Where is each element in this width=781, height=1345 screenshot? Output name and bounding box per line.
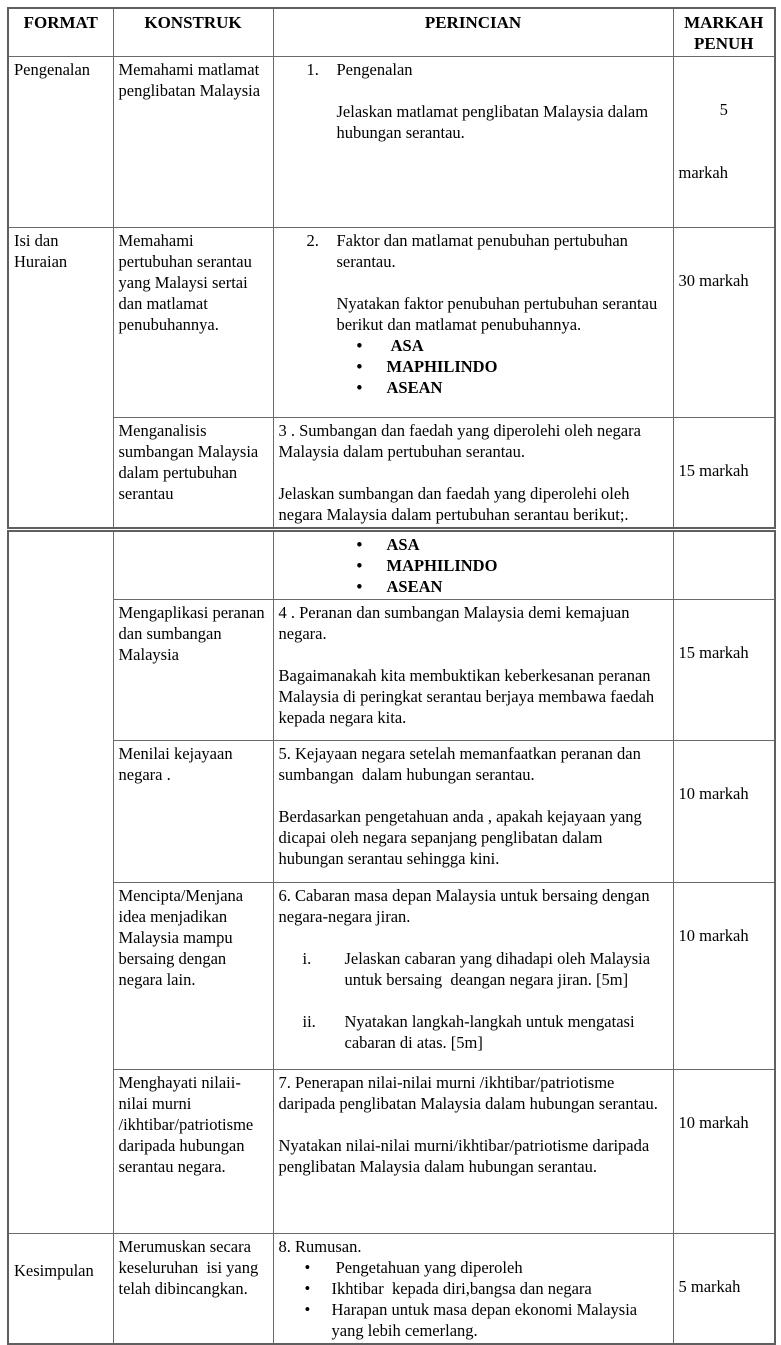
markah-text: 15 markah bbox=[678, 461, 749, 480]
bullet-icon: • bbox=[356, 378, 363, 397]
header-cell-format: FORMAT bbox=[8, 8, 113, 57]
roman-item bbox=[279, 1011, 668, 1053]
bullet-icon: • bbox=[356, 336, 363, 355]
perincian-paragraph: 8. Rumusan. bbox=[278, 1237, 362, 1256]
bullet-item bbox=[279, 377, 668, 398]
konstruk-text: Menganalisis sumbangan Malaysia dalam pertubuhan serantau bbox=[118, 421, 263, 503]
format-label: Kesimpulan bbox=[14, 1261, 94, 1280]
cell-konstruk bbox=[113, 1234, 273, 1345]
cell-format bbox=[8, 228, 113, 529]
list-marker: 2. bbox=[306, 231, 319, 250]
bullet-icon: • bbox=[356, 535, 363, 554]
perincian-paragraph: Berdasarkan pengetahuan anda , apakah kejayaan yang dicapai oleh negara sepanjang penglibatan dalam hubungan serantau sehingga kini. bbox=[278, 807, 646, 868]
cell-markah bbox=[673, 1234, 775, 1345]
bullet-text: ASA bbox=[386, 336, 424, 355]
konstruk-text: Mengaplikasi peranan dan sumbangan Malaysia bbox=[118, 603, 269, 664]
konstruk-text: Mencipta/Menjana idea menjadikan Malaysia mampu bersaing dengan negara lain. bbox=[118, 886, 248, 989]
bullet-text: ASA bbox=[386, 535, 420, 554]
konstruk-text: Menghayati nilaii-nilai murni /ikhtibar/patriotisme daripada hubungan serantau negara. bbox=[118, 1073, 258, 1176]
cell-markah bbox=[673, 1070, 775, 1234]
cell-markah bbox=[673, 228, 775, 418]
bullet-text: Pengetahuan yang diperoleh bbox=[331, 1258, 523, 1277]
perincian-paragraph: Bagaimanakah kita membuktikan keberkesanan peranan Malaysia di peringkat serantau berjaya membawa faedah kepada negara kita. bbox=[278, 666, 659, 727]
perincian-paragraph: 4 . Peranan dan sumbangan Malaysia demi kemajuan negara. bbox=[278, 603, 634, 643]
cell-perincian bbox=[273, 57, 673, 228]
cell-konstruk-empty bbox=[113, 531, 273, 600]
cell-markah bbox=[673, 600, 775, 741]
perincian-paragraph: Jelaskan matlamat penglibatan Malaysia dalam hubungan serantau. bbox=[336, 102, 653, 142]
markah-text: 10 markah bbox=[678, 1113, 749, 1132]
numbered-item bbox=[279, 59, 668, 80]
bullet-text: MAPHILINDO bbox=[386, 357, 498, 376]
cell-markah bbox=[673, 741, 775, 883]
cell-konstruk bbox=[113, 741, 273, 883]
perincian-paragraph: Jelaskan sumbangan dan faedah yang diperolehi oleh negara Malaysia dalam pertubuhan serantau berikut;. bbox=[278, 484, 634, 524]
markah-text: 30 markah bbox=[678, 271, 749, 290]
cell-markah-empty bbox=[673, 531, 775, 600]
format-label: Pengenalan bbox=[14, 60, 91, 79]
cell-markah bbox=[673, 57, 775, 228]
row-menganalisis bbox=[8, 418, 775, 529]
bullet-text: ASEAN bbox=[386, 378, 443, 397]
bullet-item bbox=[279, 555, 668, 576]
bullet-icon: • bbox=[356, 357, 363, 376]
markah-text: 15 markah bbox=[678, 643, 749, 662]
cell-konstruk bbox=[113, 600, 273, 741]
cell-markah bbox=[673, 883, 775, 1070]
cell-perincian bbox=[273, 883, 673, 1070]
perincian-paragraph: 3 . Sumbangan dan faedah yang diperolehi oleh negara Malaysia dalam pertubuhan serantau. bbox=[278, 421, 646, 461]
bullet-icon: • bbox=[304, 1300, 311, 1319]
cell-perincian bbox=[273, 1070, 673, 1234]
konstruk-text: Memahami pertubuhan serantau yang Malaysi sertai dan matlamat penubuhannya. bbox=[118, 231, 256, 334]
bullet-text: ASEAN bbox=[386, 577, 443, 596]
perincian-paragraph: 7. Penerapan nilai-nilai murni /ikhtibar/patriotisme daripada penglibatan Malaysia dalam hubungan serantau. bbox=[278, 1073, 658, 1113]
bullet-icon: • bbox=[304, 1258, 311, 1277]
bullet-text: Harapan untuk masa depan ekonomi Malaysia yang lebih cemerlang. bbox=[331, 1300, 642, 1340]
header-cell-markah: MARKAH PENUH bbox=[673, 8, 775, 57]
row-pengenalan bbox=[8, 57, 775, 228]
bullet-text: MAPHILINDO bbox=[386, 556, 498, 575]
row-kesimpulan bbox=[8, 1234, 775, 1345]
konstruk-text: Memahami matlamat penglibatan Malaysia bbox=[118, 60, 264, 100]
cell-perincian bbox=[273, 418, 673, 529]
cell-konstruk bbox=[113, 228, 273, 418]
bullet-item bbox=[279, 356, 668, 377]
list-marker: i. bbox=[302, 949, 312, 968]
item-text: Faktor dan matlamat penubuhan pertubuhan serantau. bbox=[336, 231, 633, 271]
row-menilai bbox=[8, 741, 775, 883]
bullet-item bbox=[279, 534, 668, 555]
cell-perincian bbox=[273, 531, 673, 600]
roman-item bbox=[279, 948, 668, 990]
bullet-item bbox=[279, 335, 668, 356]
bullet-item bbox=[279, 1257, 668, 1278]
row-sambungan-bullets bbox=[8, 531, 775, 600]
markah-text: 10 markah bbox=[678, 784, 749, 803]
marking-scheme-document bbox=[7, 7, 774, 1345]
konstruk-text: Merumuskan secara keseluruhan isi yang telah dibincangkan. bbox=[118, 1237, 263, 1298]
bullet-icon: • bbox=[356, 577, 363, 596]
perincian-paragraph: Nyatakan faktor penubuhan pertubuhan serantau berikut dan matlamat penubuhannya. bbox=[336, 294, 662, 334]
cell-format bbox=[8, 1234, 113, 1345]
row-mengaplikasi bbox=[8, 600, 775, 741]
cell-perincian bbox=[273, 1234, 673, 1345]
perincian-paragraph: 5. Kejayaan negara setelah memanfaatkan peranan dan sumbangan dalam hubungan serantau. bbox=[278, 744, 645, 784]
row-isi-huraian bbox=[8, 228, 775, 418]
markah-text: 10 markah bbox=[678, 926, 749, 945]
list-marker: ii. bbox=[302, 1012, 316, 1031]
numbered-item bbox=[279, 230, 668, 272]
markah-unit: markah bbox=[678, 163, 728, 182]
header-cell-konstruk: KONSTRUK bbox=[113, 8, 273, 57]
cell-konstruk bbox=[113, 1070, 273, 1234]
cell-markah bbox=[673, 418, 775, 529]
list-marker: 1. bbox=[306, 60, 319, 79]
cell-format bbox=[8, 57, 113, 228]
header-row bbox=[8, 8, 775, 57]
cell-konstruk bbox=[113, 883, 273, 1070]
header-cell-perincian: PERINCIAN bbox=[273, 8, 673, 57]
bullet-item bbox=[279, 1278, 668, 1299]
perincian-paragraph: Nyatakan nilai-nilai murni/ikhtibar/patriotisme daripada penglibatan Malaysia dalam hubungan serantau. bbox=[278, 1136, 654, 1176]
markah-value: 5 bbox=[719, 100, 728, 119]
cell-konstruk bbox=[113, 57, 273, 228]
bullet-icon: • bbox=[304, 1279, 311, 1298]
cell-perincian bbox=[273, 600, 673, 741]
cell-konstruk bbox=[113, 418, 273, 529]
row-menghayati bbox=[8, 1070, 775, 1234]
bullet-item bbox=[279, 576, 668, 597]
cell-perincian bbox=[273, 741, 673, 883]
item-text: Pengenalan bbox=[336, 60, 413, 79]
format-label: Isi dan Huraian bbox=[14, 231, 68, 271]
markah-text: 5 markah bbox=[678, 1277, 741, 1296]
cell-perincian bbox=[273, 228, 673, 418]
marking-scheme-table-page1 bbox=[7, 7, 776, 529]
item-text: Jelaskan cabaran yang dihadapi oleh Malaysia untuk bersaing deangan negara jiran. [5m] bbox=[344, 949, 655, 989]
marking-scheme-table-page2 bbox=[7, 530, 776, 1345]
bullet-icon: • bbox=[356, 556, 363, 575]
item-text: Nyatakan langkah-langkah untuk mengatasi cabaran di atas. [5m] bbox=[344, 1012, 639, 1052]
bullet-text: Ikhtibar kepada diri,bangsa dan negara bbox=[331, 1279, 592, 1298]
perincian-paragraph: 6. Cabaran masa depan Malaysia untuk bersaing dengan negara-negara jiran. bbox=[278, 886, 654, 926]
konstruk-text: Menilai kejayaan negara . bbox=[118, 744, 237, 784]
row-mencipta bbox=[8, 883, 775, 1070]
cell-format-empty bbox=[8, 531, 113, 1234]
bullet-item bbox=[279, 1299, 668, 1341]
